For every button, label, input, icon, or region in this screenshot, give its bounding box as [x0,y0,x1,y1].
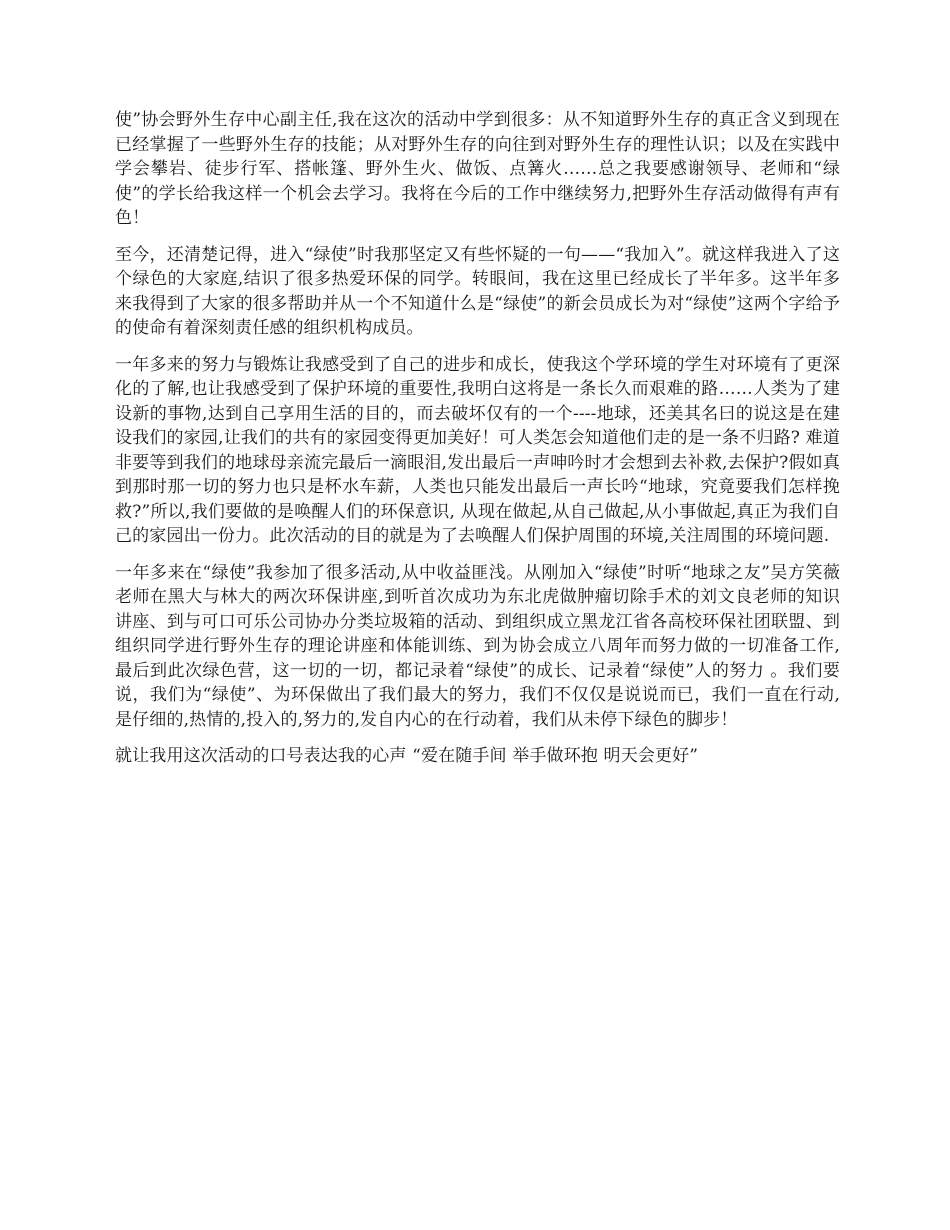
paragraph-5: 就让我用这次活动的口号表达我的心声 “爱在随手间 举手做环抱 明天会更好” [115,746,699,766]
document-body [115,108,840,781]
paragraph-2: 至今，还清楚记得，进入“绿使”时我那坚定又有些怀疑的一句——“我加入”。就这样我进入了这个绿色的大家庭,结识了很多热爱环保的同学。转眼间，我在这里已经成长了半年多。这半年多来我得到了大家的很多帮助并从一个不知道什么是“绿使”的新会员成长为对“绿使”这两个字给予的使命有着深刻责任感的组织机构成员。 [115,244,840,338]
paragraph-3: 一年多来的努力与锻炼让我感受到了自己的进步和成长，使我这个学环境的学生对环境有了更深化的了解,也让我感受到了保护环境的重要性,我明白这将是一条长久而艰难的路……人类为了建设新的事物,达到自己享用生活的目的，而去破坏仅有的一个----地球，还美其名曰的说这是在建设我们的家园,让我们的共有的家园变得更加美好！可人类怎会知道他们走的是一条不归路? 难道非要等到我们的地球母亲流完最后一滴眼泪,发出最后一声呻吟时才会想到去补救,去保护?假如真到那时那一切的努力也只是杯水车薪，人类也只能发出最后一声长吟“地球，究竟要我们怎样挽救?”所以,我们要做的是唤醒人们的环保意识, 从现在做起,从自己做起,从小事做起,真正为我们自己的家园出一份力。此次活动的目的就是为了去唤醒人们保护周围的环境,关注周围的环境问题. [115,354,840,546]
paragraph-4: 一年多来在“绿使”我参加了很多活动,从中收益匪浅。从刚加入“绿使”时听“地球之友”吴方笑薇老师在黑大与林大的两次环保讲座,到听首次成功为东北虎做肿瘤切除手术的刘文良老师的知识讲座、到与可口可乐公司协办分类垃圾箱的活动、到组织成立黑龙江省各高校环保社团联盟、到组织同学进行野外生存的理论讲座和体能训练、到为协会成立八周年而努力做的一切准备工作,最后到此次绿色营，这一切的一切，都记录着“绿使”的成长、记录着“绿使”人的努力 。我们要说，我们为“绿使”、为环保做出了我们最大的努力，我们不仅仅是说说而已，我们一直在行动,是仔细的,热情的,投入的,努力的,发自内心的在行动着，我们从未停下绿色的脚步！ [115,562,840,730]
paragraph-1: 使”协会野外生存中心副主任,我在这次的活动中学到很多：从不知道野外生存的真正含义到现在已经掌握了一些野外生存的技能；从对野外生存的向往到对野外生存的理性认识；以及在实践中学会攀岩、徒步行军、搭帐篷、野外生火、做饭、点篝火……总之我要感谢领导、老师和“绿使”的学长给我这样一个机会去学习。我将在今后的工作中继续努力,把野外生存活动做得有声有色！ [115,110,840,228]
